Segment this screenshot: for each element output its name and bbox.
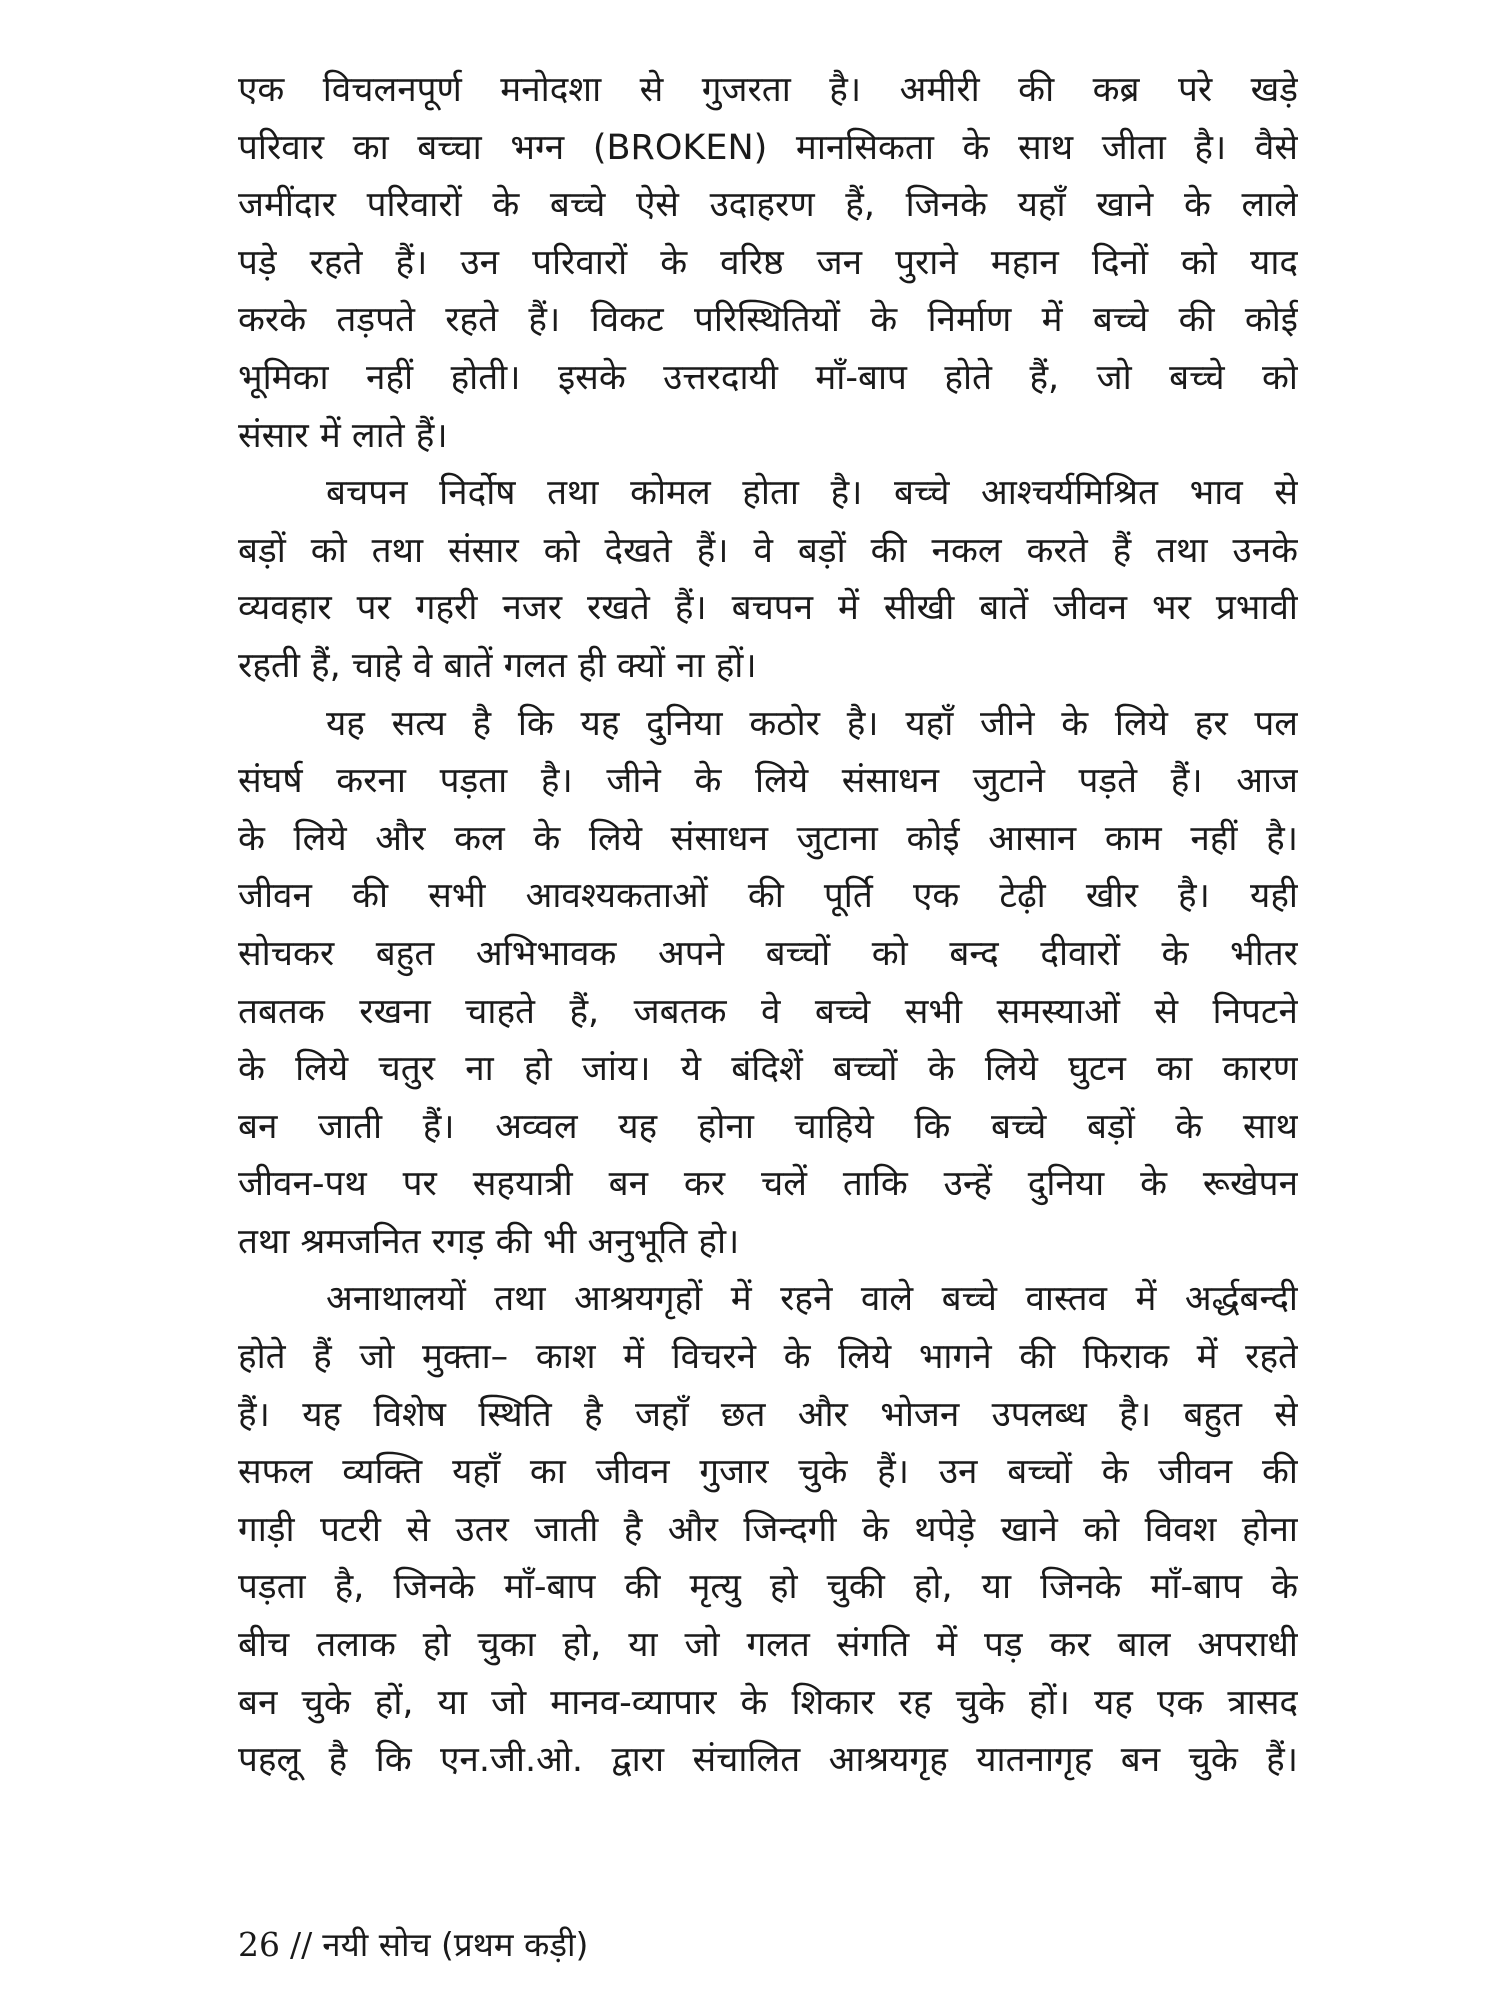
page-number: 26 — [238, 1925, 280, 1964]
text-line: पहलू है कि एन.जी.ओ. द्वारा संचालित आश्रयगृह यातनागृह बन चुके हैं। — [238, 1740, 1298, 1781]
text-line: अनाथालयों तथा आश्रयगृहों में रहने वाले बच्चे वास्तव में अर्द्धबन्दी — [326, 1279, 1298, 1320]
text-line: गाड़ी पटरी से उतर जाती है और जिन्दगी के थपेड़े खाने को विवश होना — [238, 1509, 1298, 1550]
book-title: नयी सोच (प्रथम कड़ी) — [322, 1925, 589, 1964]
text-line: होते हैं जो मुक्ता– काश में विचरने के लिये भागने की फिराक में रहते — [238, 1337, 1298, 1378]
text-line: सोचकर बहुत अभिभावक अपने बच्चों को बन्द दीवारों के भीतर — [238, 933, 1298, 974]
text-line: हैं। यह विशेष स्थिति है जहाँ छत और भोजन उपलब्ध है। बहुत से — [238, 1394, 1298, 1435]
text-line: तबतक रखना चाहते हैं, जबतक वे बच्चे सभी समस्याओं से निपटने — [238, 991, 1298, 1032]
text-line: बन जाती हैं। अव्वल यह होना चाहिये कि बच्चे बड़ों के साथ — [238, 1106, 1298, 1147]
text-line: सफल व्यक्ति यहाँ का जीवन गुजार चुके हैं। उन बच्चों के जीवन की — [238, 1452, 1298, 1493]
text-line: करके तड़पते रहते हैं। विकट परिस्थितियों के निर्माण में बच्चे की कोई — [238, 300, 1298, 341]
paragraph-1 — [238, 62, 1298, 465]
text-line: के लिये और कल के लिये संसाधन जुटाना कोई आसान काम नहीं है। — [238, 818, 1298, 859]
text-line: रहती हैं, चाहे वे बातें गलत ही क्यों ना हों। — [238, 645, 757, 686]
paragraph-3 — [238, 696, 1298, 1272]
text-line: पड़ता है, जिनके माँ-बाप की मृत्यु हो चुकी हो, या जिनके माँ-बाप के — [238, 1567, 1298, 1608]
text-line: भूमिका नहीं होती। इसके उत्तरदायी माँ-बाप होते हैं, जो बच्चे को — [238, 357, 1298, 398]
paragraph-2 — [238, 465, 1298, 695]
text-line: एक विचलनपूर्ण मनोदशा से गुजरता है। अमीरी की कब्र परे खड़े — [238, 70, 1298, 110]
footer-separator: // — [290, 1925, 313, 1964]
text-line: बचपन निर्दोष तथा कोमल होता है। बच्चे आश्चर्यमिश्रित भाव से — [326, 473, 1298, 514]
text-line: यह सत्य है कि यह दुनिया कठोर है। यहाँ जीने के लिये हर पल — [326, 703, 1298, 744]
text-line: तथा श्रमजनित रगड़ की भी अनुभूति हो। — [238, 1221, 740, 1262]
text-line: व्यवहार पर गहरी नजर रखते हैं। बचपन में सीखी बातें जीवन भर प्रभावी — [238, 588, 1298, 629]
text-line: बीच तलाक हो चुका हो, या जो गलत संगति में पड़ कर बाल अपराधी — [238, 1625, 1298, 1666]
text-line: संघर्ष करना पड़ता है। जीने के लिये संसाधन जुटाने पड़ते हैं। आज — [238, 761, 1298, 802]
text-line: पड़े रहते हैं। उन परिवारों के वरिष्ठ जन पुराने महान दिनों को याद — [238, 242, 1298, 283]
paragraph-4 — [238, 1271, 1298, 1789]
text-line: परिवार का बच्चा भग्न (BROKEN) मानसिकता के साथ जीता है। वैसे — [238, 127, 1298, 168]
text-line: जमींदार परिवारों के बच्चे ऐसे उदाहरण हैं, जिनके यहाँ खाने के लाले — [238, 185, 1298, 226]
text-line: संसार में लाते हैं। — [238, 415, 448, 456]
text-line: जीवन की सभी आवश्यकताओं की पूर्ति एक टेढ़ी खीर है। यही — [238, 876, 1298, 917]
body-text — [238, 62, 1298, 1790]
text-line: जीवन-पथ पर सहयात्री बन कर चलें ताकि उन्हें दुनिया के रूखेपन — [238, 1164, 1298, 1205]
text-line: बन चुके हों, या जो मानव-व्यापार के शिकार रह चुके हों। यह एक त्रासद — [238, 1682, 1298, 1723]
page-footer — [238, 1925, 588, 1965]
text-line: बड़ों को तथा संसार को देखते हैं। वे बड़ों की नकल करते हैं तथा उनके — [238, 530, 1298, 571]
text-line: के लिये चतुर ना हो जांय। ये बंदिशें बच्चों के लिये घुटन का कारण — [238, 1049, 1298, 1090]
